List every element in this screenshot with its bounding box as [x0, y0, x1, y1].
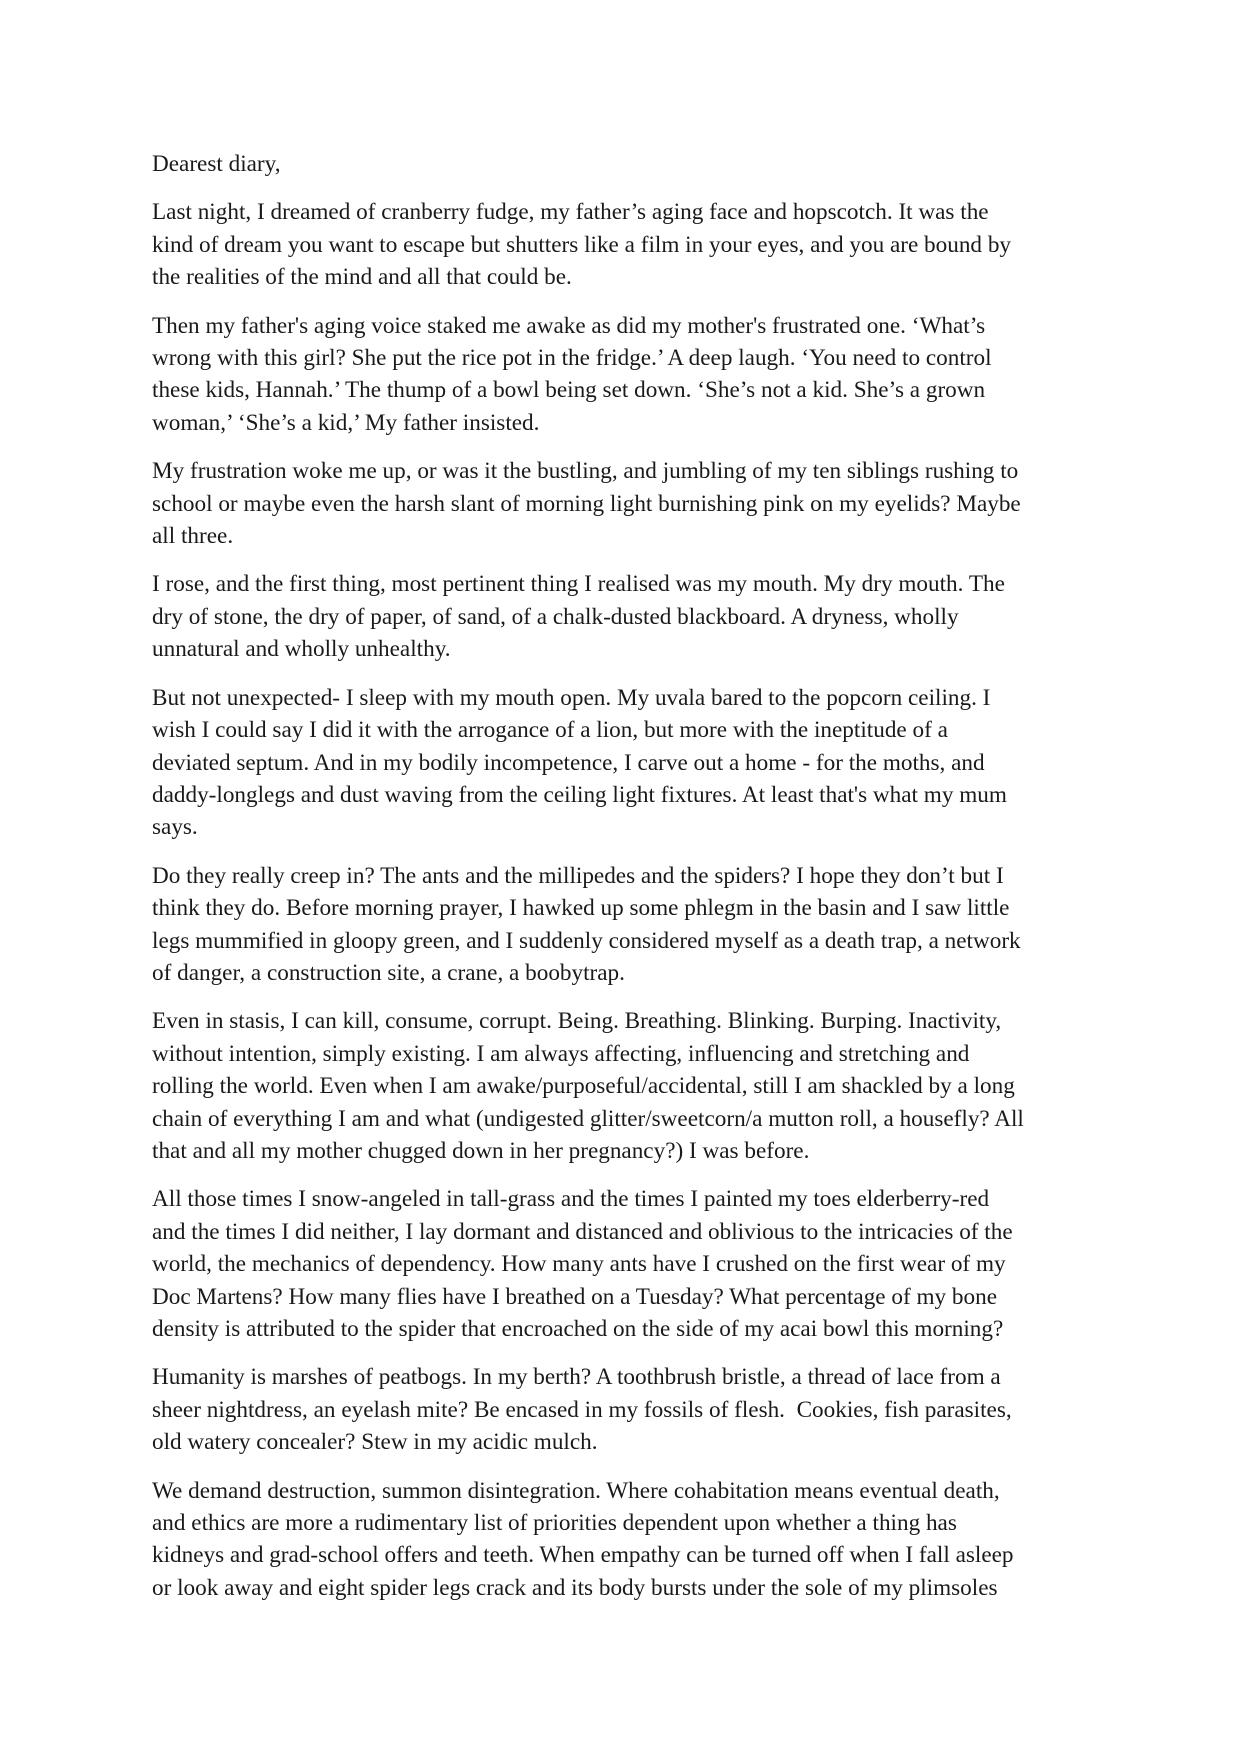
- text-line: rolling the world. Even when I am awake/purposeful/accidental, still I am shackled by a long: [152, 1073, 1015, 1100]
- text-line: without intention, simply existing. I am always affecting, influencing and stretching and: [152, 1040, 970, 1067]
- text-line: chain of everything I am and what (undigested glitter/sweetcorn/a mutton roll, a housefly? All: [152, 1105, 1024, 1132]
- text-line: legs mummified in gloopy green, and I suddenly considered myself as a death trap, a network: [152, 927, 1021, 954]
- document-page: [152, 148, 1102, 1620]
- text-line: density is attributed to the spider that encroached on the side of my acai bowl this morning?: [152, 1316, 1004, 1342]
- text-line: and ethics are more a rudimentary list of priorities dependent upon whether a thing has: [152, 1510, 957, 1537]
- text-line: wrong with this girl? She put the rice pot in the fridge.’ A deep laugh. ‘You need to control: [152, 345, 992, 372]
- paragraph: [152, 310, 1102, 440]
- text-line: kind of dream you want to escape but shutters like a film in your eyes, and you are bound by: [152, 231, 1012, 258]
- text-line: But not unexpected- I sleep with my mouth open. My uvala bared to the popcorn ceiling. I: [152, 684, 991, 711]
- paragraph: [152, 455, 1102, 552]
- text-line: school or maybe even the harsh slant of morning light burnishing pink on my eyelids? Maybe: [152, 490, 1021, 517]
- text-line: all three.: [152, 523, 234, 550]
- text-line: think they do. Before morning prayer, I hawked up some phlegm in the basin and I saw little: [152, 895, 1010, 922]
- text-line: Even in stasis, I can kill, consume, corrupt. Being. Breathing. Blinking. Burping. Inactivity,: [152, 1008, 1002, 1035]
- text-line: daddy-longlegs and dust waving from the ceiling light fixtures. At least that's what my mum: [152, 781, 1007, 808]
- greeting: [152, 148, 1102, 180]
- text-line: deviated septum. And in my bodily incompetence, I carve out a home - for the moths, and: [152, 749, 985, 776]
- paragraph: [152, 1183, 1102, 1345]
- text-line: and the times I did neither, I lay dormant and distanced and oblivious to the intricacies of the: [152, 1218, 1013, 1245]
- text-line: dry of stone, the dry of paper, of sand, of a chalk-dusted blackboard. A dryness, wholly: [152, 603, 959, 630]
- text-line: world, the mechanics of dependency. How many ants have I crushed on the first wear of my: [152, 1251, 1006, 1278]
- paragraph: [152, 682, 1102, 844]
- text-line: wish I could say I did it with the arrogance of a lion, but more with the ineptitude of a: [152, 717, 948, 744]
- text-line: these kids, Hannah.’ The thump of a bowl being set down. ‘She’s not a kid. She’s a grown: [152, 377, 986, 404]
- text-line: says.: [152, 814, 198, 841]
- text-line: I rose, and the first thing, most pertinent thing I realised was my mouth. My dry mouth. The: [152, 571, 1005, 598]
- paragraph: [152, 568, 1102, 665]
- paragraph: [152, 1361, 1102, 1458]
- paragraph-list: [152, 196, 1102, 1604]
- text-line: Then my father's aging voice staked me awake as did my mother's frustrated one. ‘What’s: [152, 312, 986, 339]
- text-line: My frustration woke me up, or was it the bustling, and jumbling of my ten siblings rushing to: [152, 458, 1019, 485]
- text-line: old watery concealer? Stew in my acidic mulch.: [152, 1429, 598, 1456]
- paragraph: [152, 196, 1102, 293]
- text-line: or look away and eight spider legs crack and its body bursts under the sole of my plimsoles: [152, 1574, 998, 1601]
- text-line: Humanity is marshes of peatbogs. In my berth? A toothbrush bristle, a thread of lace from a: [152, 1364, 1001, 1391]
- text-line: Doc Martens? How many flies have I breathed on a Tuesday? What percentage of my bone: [152, 1283, 997, 1310]
- paragraph: [152, 860, 1102, 990]
- text-line: that and all my mother chugged down in her pregnancy?) I was before.: [152, 1137, 810, 1164]
- paragraph: [152, 1005, 1102, 1167]
- text-line: woman,’ ‘She’s a kid,’ My father insisted.: [152, 409, 540, 436]
- text-line: Dearest diary,: [152, 151, 281, 177]
- text-line: Do they really creep in? The ants and the millipedes and the spiders? I hope they don’t but I: [152, 862, 1004, 889]
- text-line: of danger, a construction site, a crane, a boobytrap.: [152, 959, 625, 986]
- text-line: the realities of the mind and all that could be.: [152, 264, 572, 291]
- text-line: kidneys and grad-school offers and teeth. When empathy can be turned off when I fall asleep: [152, 1542, 1014, 1569]
- text-line: We demand destruction, summon disintegration. Where cohabitation means eventual death,: [152, 1477, 1000, 1504]
- text-line: unnatural and wholly unhealthy.: [152, 636, 451, 663]
- text-line: All those times I snow-angeled in tall-grass and the times I painted my toes elderberry-red: [152, 1186, 990, 1213]
- paragraph: [152, 1475, 1102, 1605]
- text-line: sheer nightdress, an eyelash mite? Be encased in my fossils of flesh. Cookies, fish parasites,: [152, 1396, 1012, 1423]
- text-line: Last night, I dreamed of cranberry fudge, my father’s aging face and hopscotch. It was the: [152, 199, 989, 226]
